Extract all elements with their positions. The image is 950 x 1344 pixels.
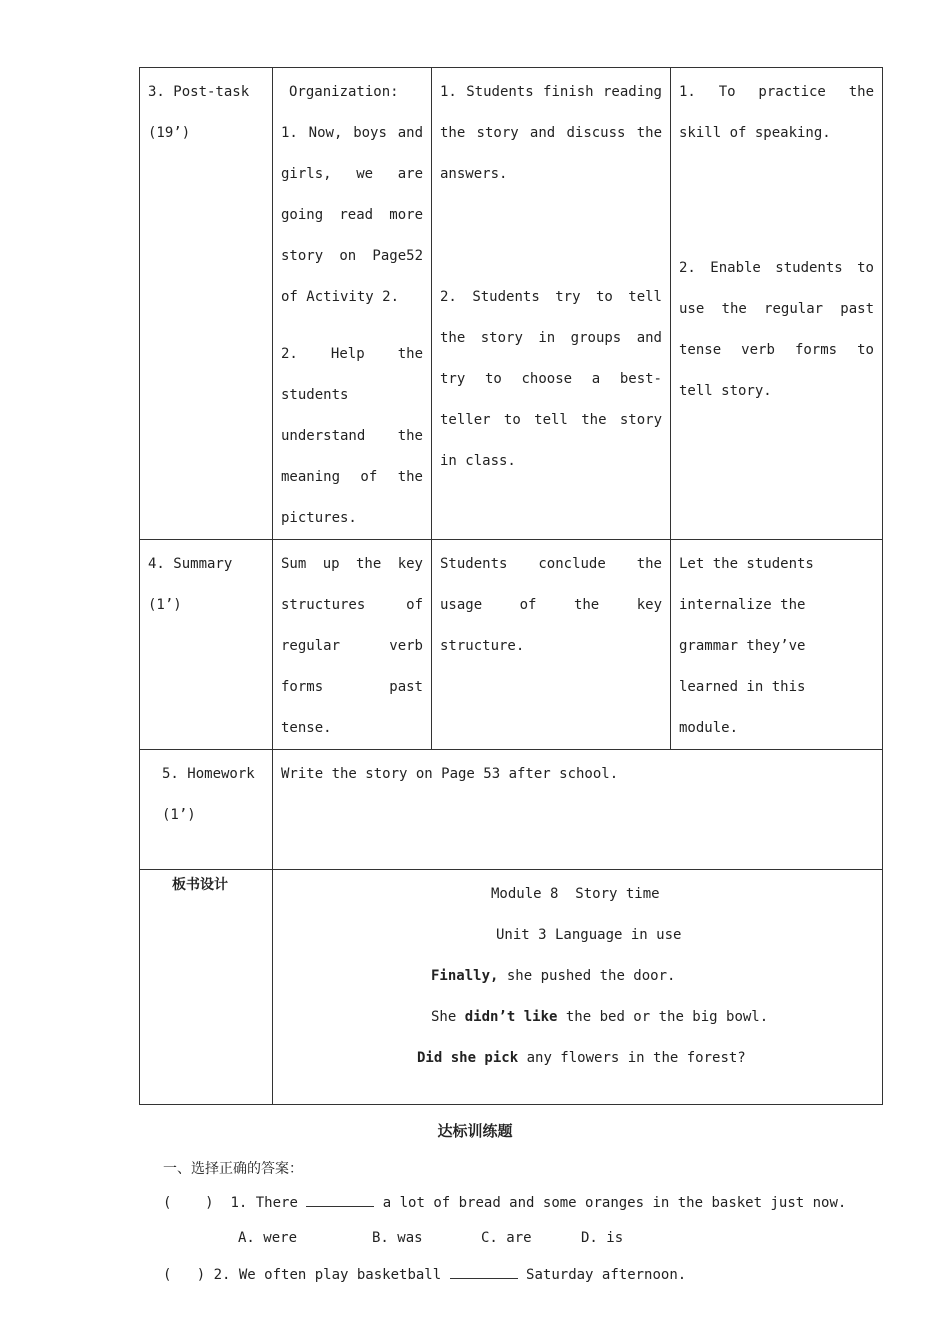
stage-label: 3. Post-task — [148, 84, 250, 100]
stage-cell — [140, 68, 273, 540]
teacher-activity-cell — [273, 540, 432, 750]
homework-cell — [273, 750, 883, 870]
option-c: C. are — [481, 1230, 532, 1246]
question-1: ( ) 1. There a lot of bread and some oranges in the basket just now. — [163, 1195, 847, 1211]
homework-text: Write the story on Page 53 after school. — [281, 766, 619, 782]
organization-heading: Organization: — [289, 84, 399, 100]
summary-students: Students conclude the usage of the key structure. — [440, 556, 662, 654]
board-line-4: She didn’t like the bed or the big bowl. — [431, 1009, 769, 1025]
purpose-2: 2. Enable students to use the regular past tense verb forms to tell story. — [679, 260, 874, 399]
board-keyword: Did she pick — [417, 1050, 519, 1066]
lesson-plan-table — [139, 67, 883, 1105]
student-step-1: 1. Students finish reading the story and discuss the answers. — [440, 84, 662, 182]
answer-blank — [450, 1266, 518, 1279]
answer-parentheses: ( ) — [163, 1195, 214, 1211]
purpose-cell — [671, 68, 883, 540]
table-row — [140, 870, 883, 1105]
stage-time: (19’) — [148, 125, 191, 141]
stage-cell — [140, 750, 273, 870]
purpose-1: 1. To practice the skill of speaking. — [679, 84, 874, 141]
teacher-activity-cell — [273, 68, 432, 540]
table-row — [140, 68, 883, 540]
teacher-step-1: 1. Now, boys and girls, we are going read more story on Page52 of Activity 2. — [281, 125, 423, 305]
stage-label: 5. Homework (1’) — [162, 766, 255, 823]
option-d: D. is — [581, 1230, 624, 1246]
board-line-2: Unit 3 Language in use — [496, 927, 682, 943]
answer-parentheses: ( ) — [163, 1267, 206, 1283]
student-activity-cell — [432, 540, 671, 750]
summary-teacher: Sum up the key structures of regular verb forms past tense. — [281, 556, 423, 736]
teacher-step-2: 2. Help the students understand the meaning of the pictures. — [281, 346, 423, 526]
exercise-title: 达标训练题 — [437, 1122, 513, 1140]
board-line-1: Module 8 Story time — [491, 886, 660, 902]
board-label: 板书设计 — [172, 877, 228, 893]
stage-time: (1’) — [148, 597, 182, 613]
table-row — [140, 750, 883, 870]
board-label-cell — [140, 870, 273, 1105]
stage-cell — [140, 540, 273, 750]
purpose-cell — [671, 540, 883, 750]
board-keyword: Finally, — [431, 968, 499, 984]
student-step-2: 2. Students try to tell the story in groups and try to choose a best-teller to tell the story in class. — [440, 289, 662, 469]
board-line-3: Finally, she pushed the door. — [431, 968, 676, 984]
stage-label: 4. Summary — [148, 556, 233, 572]
option-b: B. was — [372, 1230, 423, 1246]
board-line-5: Did she pick any flowers in the forest? — [417, 1050, 746, 1066]
option-a: A. were — [238, 1230, 298, 1246]
board-design-cell — [273, 870, 883, 1105]
section-heading: 一、选择正确的答案： — [163, 1161, 303, 1177]
table-row — [140, 540, 883, 750]
answer-blank — [306, 1194, 374, 1207]
summary-purpose: Let the students internalize the grammar they’ve learned in this module. — [679, 556, 814, 736]
student-activity-cell — [432, 68, 671, 540]
question-2: ( ) 2. We often play basketball Saturday afternoon. — [163, 1267, 687, 1283]
board-keyword: didn’t like — [464, 1009, 558, 1025]
